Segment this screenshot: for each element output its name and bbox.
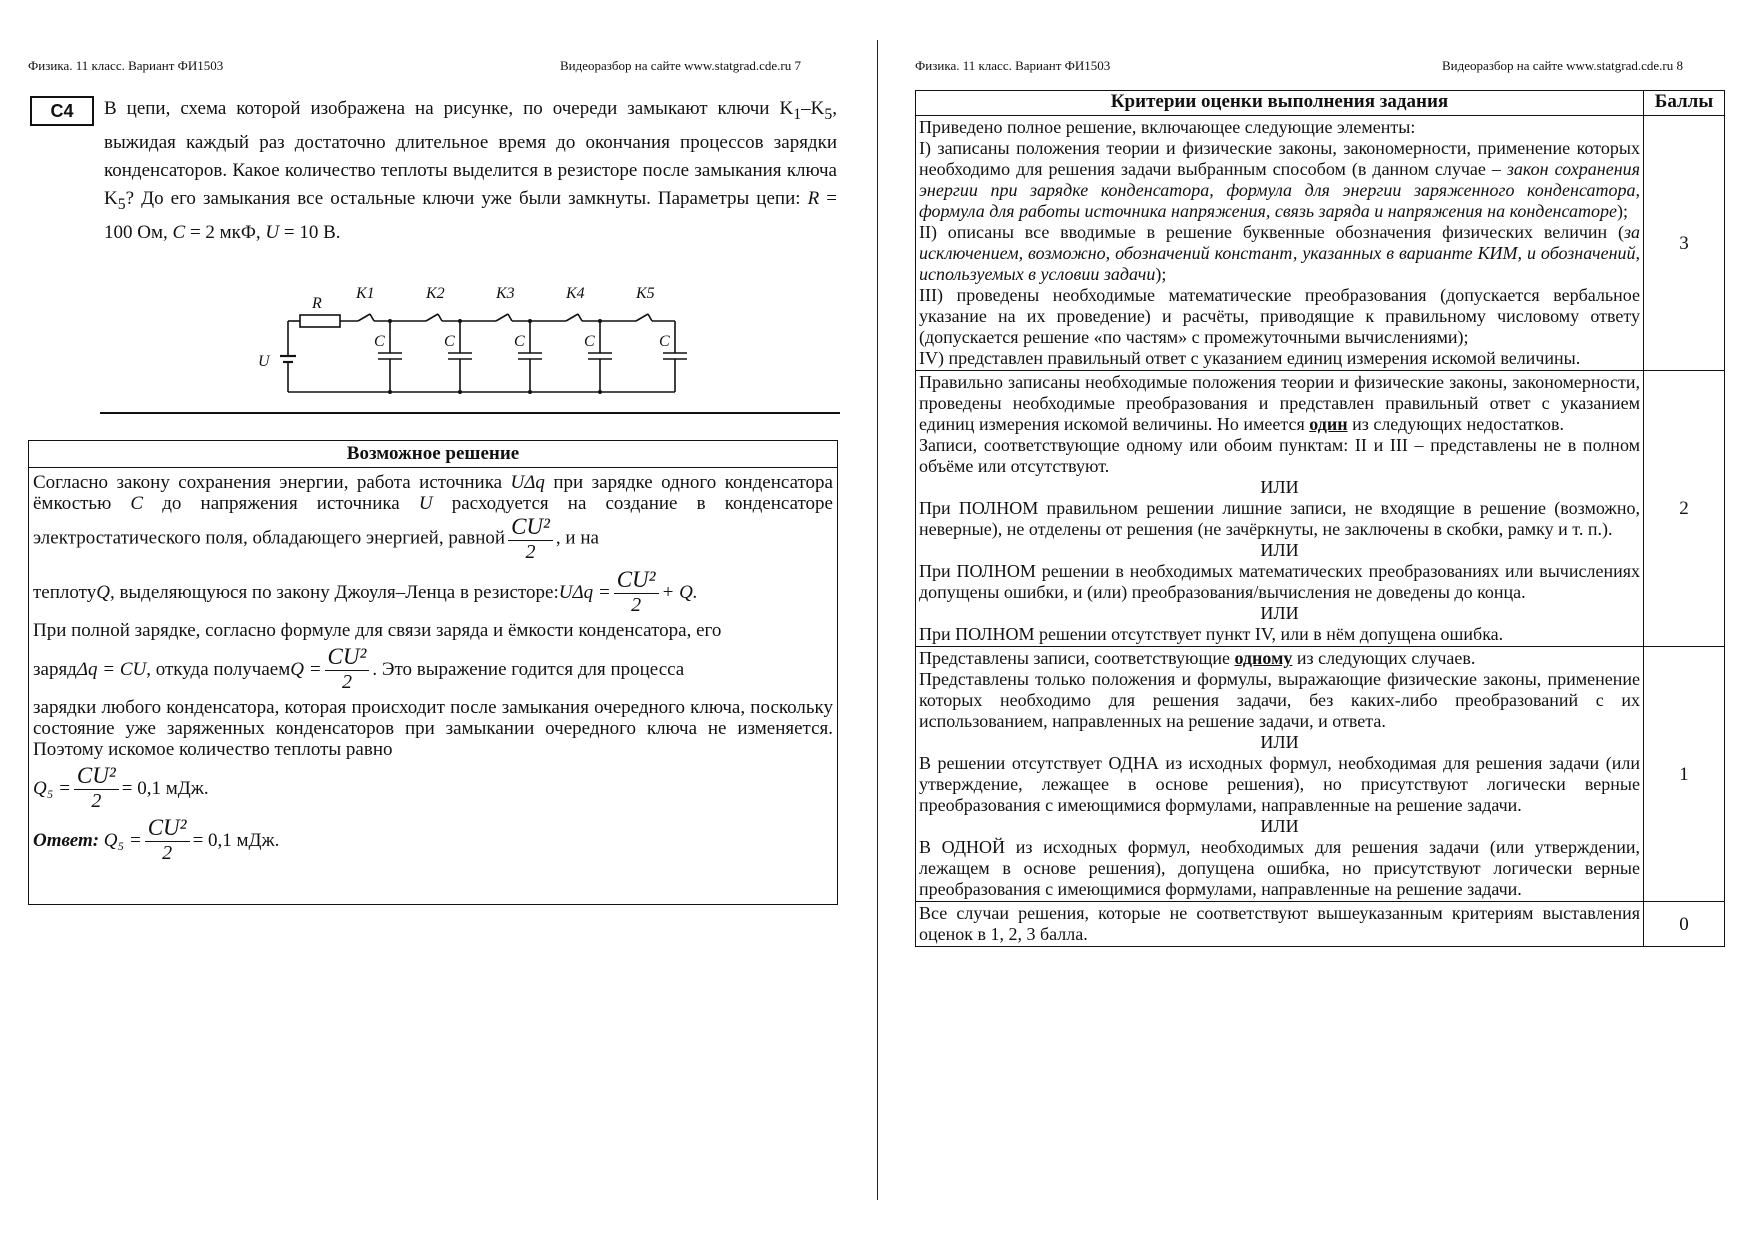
cond-r-sym: R <box>807 187 820 209</box>
criteria-row-0 <box>916 902 1725 947</box>
page-divider <box>877 40 878 1200</box>
sol-math-q: Q = <box>290 658 322 680</box>
cond-text-3: ? До его замыкания все остальные ключи уже были замкнуты. Параметры цепи: <box>125 187 808 209</box>
label-k1: K1 <box>356 285 375 302</box>
crit1-a: Представлены записи, соответствующие одному из следующих случаев. <box>919 648 1476 668</box>
sol-q5-rhs: = 0,1 мДж. <box>121 777 209 799</box>
label-c2: C <box>444 333 455 350</box>
sol-c: C <box>130 493 144 514</box>
sol-text-7: При полной зарядке, согласно формуле для связи заряда и ёмкости конденсатора, его <box>33 620 722 641</box>
answer-label: Ответ: <box>33 829 100 851</box>
criteria-text-0: Все случаи решения, которые не соответствуют вышеуказанным критериям выставления оценок в 1, 2, 3 балла. <box>916 902 1644 947</box>
points-2: 2 <box>1644 371 1725 647</box>
sol-text-4-end: , и на <box>555 527 599 549</box>
criteria-text-1 <box>916 647 1644 902</box>
task-label: C4 <box>30 96 94 126</box>
fraction-q5: $\frac{\text{CU²}}{2}$ <box>74 763 119 813</box>
sol-text-5: теплоту <box>33 581 97 603</box>
criteria-text-2 <box>916 371 1644 647</box>
crit2-or-3: ИЛИ <box>1260 603 1299 623</box>
cond-text-1: В цепи, схема которой изображена на рисунке, по очереди замыкают ключи <box>104 98 770 119</box>
fraction-answer: $\frac{\text{CU²}}{2}$ <box>145 815 190 865</box>
task-condition <box>104 95 837 247</box>
label-c5: C <box>659 333 670 350</box>
label-c4: C <box>584 333 595 350</box>
sol-text-3: до напряжения источника <box>143 493 419 514</box>
section-divider <box>100 412 840 414</box>
crit2-or-2: ИЛИ <box>1260 540 1299 560</box>
sol-text-9: . Это выражение годится для процесса <box>372 658 685 680</box>
crit2-a: Правильно записаны необходимые положения теории и физические законы, закономерности, проведены необходимые преобразования и представлен правильный ответ с указанием единиц измерения искомой величины. Но имеется один из следующих недостатков. <box>919 372 1640 434</box>
cond-k-dash: –K <box>801 98 825 119</box>
left-header-title: Физика. 11 класс. Вариант ФИ1503 <box>28 58 224 73</box>
fraction-energy: $\frac{\text{CU²}}{2}$ <box>508 514 553 564</box>
solution-box <box>28 440 838 905</box>
crit1-c: В решении отсутствует ОДНА из исходных формул, необходимая для решения задачи (или утверждение, лежащее в основе решения), но присутствуют логически верные преобразования с имеющимися формулами, направленные на решение задачи. <box>919 753 1640 815</box>
points-1: 1 <box>1644 647 1725 902</box>
crit2-b: Записи, соответствующие одному или обоим пунктам: II и III – представлены не в полном объёме или отсутствуют. <box>919 435 1640 476</box>
crit3-iii: III) проведены необходимые математические преобразования (допускается вербальное указание на их проведение) и расчёты, приводящие к правильному числовому ответу (допускается решение «по частям» с промежуточными вычислениями); <box>919 285 1640 347</box>
resistor-symbol <box>300 315 340 327</box>
crit1-or-1: ИЛИ <box>1260 732 1299 752</box>
cond-k1-sub: 1 <box>793 105 802 123</box>
cond-k5-sub: 5 <box>824 105 833 123</box>
sol-text-6: , выделяющуюся по закону Джоуля–Ленца в резисторе: <box>109 581 559 603</box>
points-head: Баллы <box>1644 91 1725 116</box>
crit2-e: При ПОЛНОМ решении отсутствует пункт IV, или в нём допущена ошибка. <box>919 624 1504 644</box>
answer-rhs: = 0,1 мДж. <box>192 829 280 851</box>
cond-r-val: = 100 Ом, <box>104 187 837 243</box>
sol-q5-lhs: Q₅ = <box>33 777 71 799</box>
sol-text-2: при зарядке одного конденсатора ёмкостью <box>33 472 833 514</box>
circuit-diagram <box>250 278 700 398</box>
left-header-link: Видеоразбор на сайте www.statgrad.cde.ru 7 <box>560 58 801 73</box>
criteria-table <box>915 90 1725 947</box>
cond-u-val: = 10 В. <box>279 221 341 243</box>
crit1-or-2: ИЛИ <box>1260 816 1299 836</box>
criteria-head: Критерии оценки выполнения задания <box>916 91 1644 116</box>
label-r: R <box>312 295 322 312</box>
sol-text-8: заряд <box>33 658 77 680</box>
crit3-ii: II) описаны все вводимые в решение буквенные обозначения физических величин (за исключением, возможно, обозначений констант, указанных в варианте КИМ, и обозначений, используемых в условии задачи); <box>919 222 1640 284</box>
cond-k-key-sub: 5 <box>117 195 126 213</box>
solution-body <box>29 468 837 868</box>
cond-c-val: = 2 мкФ, <box>185 221 266 243</box>
sol-q: Q <box>96 581 110 603</box>
crit2-d: При ПОЛНОМ решении в необходимых математических преобразованиях или вычислениях допущены ошибки, и (или) преобразования/вычисления не доведены до конца. <box>919 561 1640 602</box>
crit3-intro: Приведено полное решение, включающее следующие элементы: <box>919 117 1416 137</box>
sol-math-plus-q: + Q. <box>661 581 698 603</box>
crit3-iv: IV) представлен правильный ответ с указанием единиц измерения искомой величины. <box>919 348 1581 368</box>
label-k4: K4 <box>566 285 585 302</box>
cond-text-2: , выжидая каждый раз достаточно длительное время до окончания процессов зарядки конденсаторов. Какое количество теплоты выделится в резисторе после замыкания ключа <box>104 98 838 181</box>
sol-math-balance: UΔq = <box>558 581 611 603</box>
criteria-row-1 <box>916 647 1725 902</box>
sol-u: U <box>418 493 433 514</box>
sol-math-udq: UΔq <box>510 472 545 493</box>
label-c1: C <box>374 333 385 350</box>
criteria-row-3 <box>916 116 1725 371</box>
label-k5: K5 <box>636 285 655 302</box>
label-u: U <box>258 353 270 370</box>
points-3: 3 <box>1644 116 1725 371</box>
sol-text-10: зарядки любого конденсатора, которая происходит после замыкания очередного ключа, поскольку состояние уже заряженных конденсаторов при замыкании очередного ключа не изменяется. Поэтому искомое количество теплоты равно <box>33 697 833 760</box>
crit2-or-1: ИЛИ <box>1260 477 1299 497</box>
right-header-title: Физика. 11 класс. Вариант ФИ1503 <box>915 58 1111 73</box>
label-k3: K3 <box>496 285 515 302</box>
crit1-b: Представлены только положения и формулы, выражающие физические законы, применение которых необходимо для решения задачи, без каких-либо преобразований с их использованием, направленных на решение задачи, и ответа. <box>919 669 1640 731</box>
cond-k1: K <box>779 98 794 119</box>
crit1-d: В ОДНОЙ из исходных формул, необходимых для решения задачи (или утверждении, лежащем в основе решения), допущена ошибка, но присутствуют логически верные преобразования с имеющимися формулами, направленные на решение задачи. <box>919 837 1640 899</box>
cond-c-sym: C <box>172 221 186 243</box>
points-0: 0 <box>1644 902 1725 947</box>
label-c3: C <box>514 333 525 350</box>
fraction-q: $\frac{\text{CU²}}{2}$ <box>325 644 370 694</box>
criteria-header-row <box>916 91 1725 116</box>
sol-text-4: расходуется на создание в конденсаторе электростатического поля, обладающего энергией, равной <box>33 493 833 549</box>
crit3-i: I) записаны положения теории и физические законы, закономерности, применение которых необходимо для решения задачи выбранным способом (в данном случае – закон сохранения энергии при зарядке конденсатора, формула для энергии заряженного конденсатора, формула для работы источника напряжения, связь заряда и напряжения на конденсаторе); <box>919 138 1640 221</box>
sol-text-8-mid: , откуда получаем <box>146 658 291 680</box>
cond-u-sym: U <box>265 221 280 243</box>
label-k2: K2 <box>426 285 445 302</box>
solution-title: Возможное решение <box>29 441 837 468</box>
fraction-balance: $\frac{\text{CU²}}{2}$ <box>614 567 659 617</box>
answer-lhs: Q₅ = <box>103 829 142 851</box>
left-page <box>0 0 870 1239</box>
criteria-row-2 <box>916 371 1725 647</box>
right-header-link: Видеоразбор на сайте www.statgrad.cde.ru 8 <box>1442 58 1683 73</box>
criteria-text-3 <box>916 116 1644 371</box>
sol-text-1: Согласно закону сохранения энергии, работа источника <box>33 472 511 493</box>
crit2-c: При ПОЛНОМ правильном решении лишние записи, не входящие в решение (возможно, неверные), не отделены от решения (не зачёркнуты, не заключены в скобки, рамку и т. п.). <box>919 498 1640 539</box>
cond-k-key: K <box>104 187 118 209</box>
sol-math-dq: Δq = CU <box>76 658 147 680</box>
